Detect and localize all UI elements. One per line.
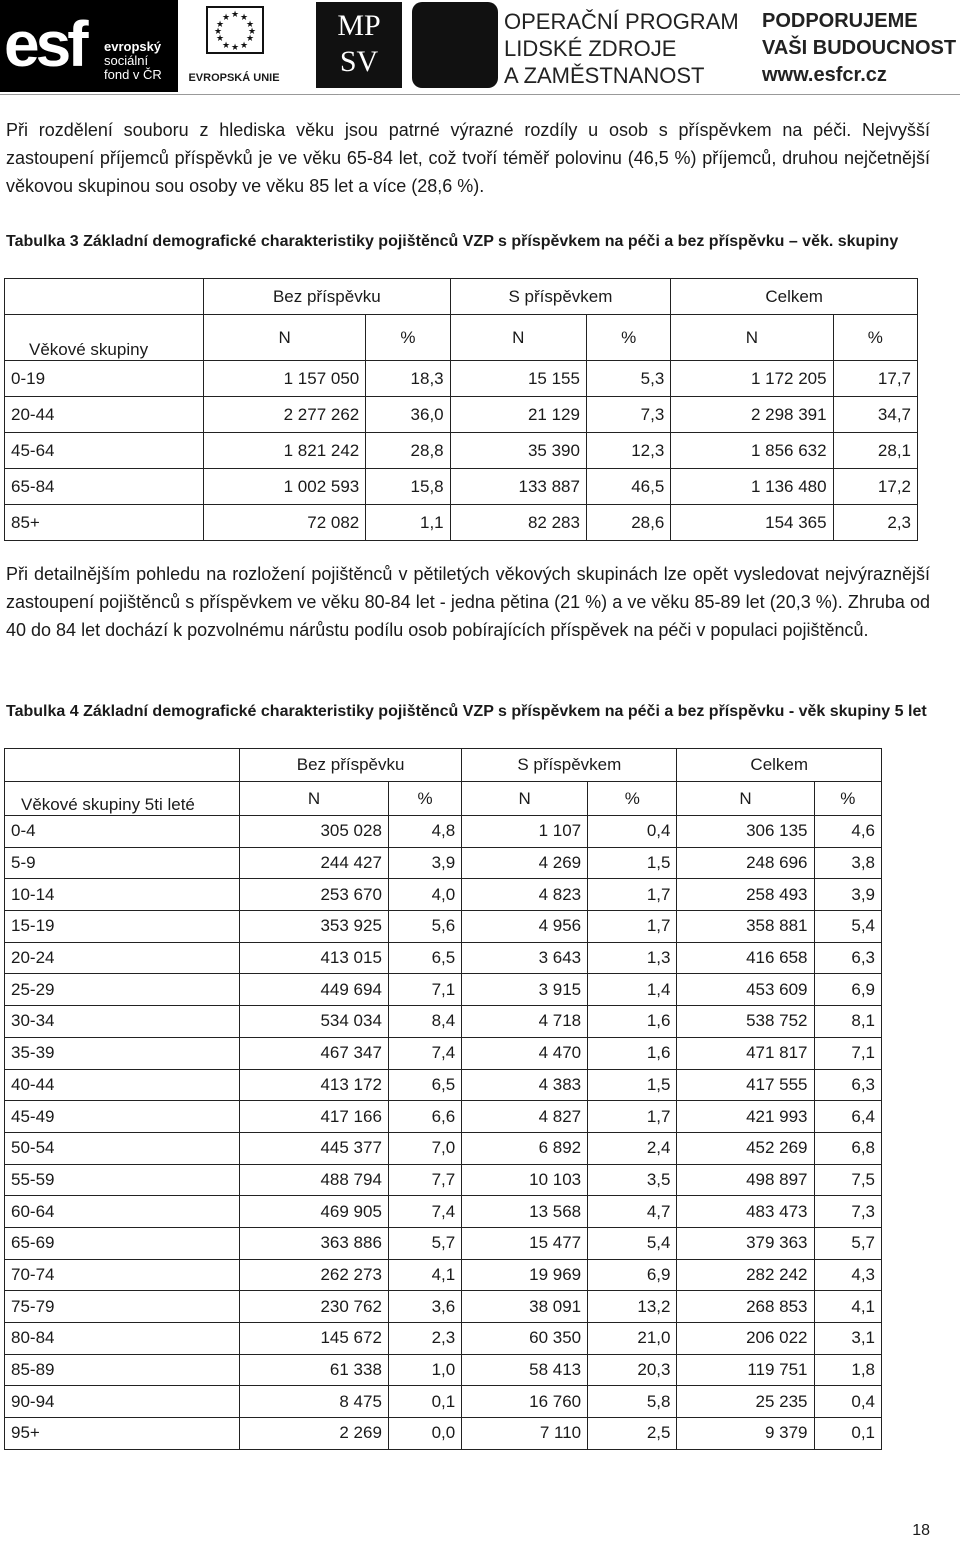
support-slogan (762, 8, 956, 89)
value-cell: 15 155 (450, 361, 586, 397)
age-group-cell: 15-19 (5, 911, 240, 943)
age-group-cell: 45-64 (5, 433, 204, 469)
value-cell: 416 658 (677, 942, 814, 974)
value-cell: 58 413 (462, 1354, 588, 1386)
table4-sub-header: % (388, 782, 461, 816)
value-cell: 72 082 (204, 505, 366, 541)
age-group-cell: 35-39 (5, 1037, 240, 1069)
value-cell: 13 568 (462, 1196, 588, 1228)
value-cell: 0,0 (388, 1418, 461, 1450)
svg-text:★: ★ (221, 40, 231, 50)
value-cell: 2,3 (833, 505, 917, 541)
table-row (5, 397, 918, 433)
table3-sub-header-row (5, 315, 918, 361)
value-cell: 248 696 (677, 847, 814, 879)
value-cell: 4 827 (462, 1101, 588, 1133)
value-cell: 9 379 (677, 1418, 814, 1450)
value-cell: 4,1 (814, 1291, 881, 1323)
svg-text:★: ★ (230, 9, 240, 19)
support-line-2: VAŠI BUDOUCNOST (762, 37, 957, 59)
value-cell: 262 273 (240, 1259, 389, 1291)
svg-text:★: ★ (239, 12, 249, 22)
value-cell: 1 821 242 (204, 433, 366, 469)
age-group-cell: 20-44 (5, 397, 204, 433)
value-cell: 4,3 (814, 1259, 881, 1291)
value-cell: 469 905 (240, 1196, 389, 1228)
value-cell: 13,2 (588, 1291, 677, 1323)
value-cell: 6,6 (388, 1101, 461, 1133)
value-cell: 363 886 (240, 1227, 389, 1259)
value-cell: 483 473 (677, 1196, 814, 1228)
value-cell: 534 034 (240, 1006, 389, 1038)
age-group-cell: 5-9 (5, 847, 240, 879)
value-cell: 4 823 (462, 879, 588, 911)
table4-group-header: Bez příspěvku (240, 749, 462, 782)
value-cell: 28,8 (366, 433, 450, 469)
svg-text:★: ★ (239, 40, 249, 50)
op-line-1: OPERAČNÍ PROGRAM (504, 9, 739, 34)
value-cell: 21 129 (450, 397, 586, 433)
value-cell: 4,0 (388, 879, 461, 911)
value-cell: 15 477 (462, 1227, 588, 1259)
value-cell: 1 172 205 (671, 361, 833, 397)
age-group-cell: 75-79 (5, 1291, 240, 1323)
value-cell: 3,9 (814, 879, 881, 911)
mpsv-line-1: MP (337, 9, 381, 42)
table3-caption: Tabulka 3 Základní demografické charakteristiky pojištěnců VZP s příspěvkem na péči a bez příspěvku – věk. skupiny (6, 233, 899, 250)
value-cell: 4,6 (814, 816, 881, 848)
value-cell: 6,9 (814, 974, 881, 1006)
value-cell: 4,8 (388, 816, 461, 848)
value-cell: 6,3 (814, 942, 881, 974)
value-cell: 21,0 (588, 1323, 677, 1355)
esf-line-1: evropský (104, 39, 162, 54)
value-cell: 6,8 (814, 1132, 881, 1164)
paragraph-intro: Při rozdělení souboru z hlediska věku jsou patrné výrazné rozdíly u osob s příspěvkem na péči. Nejvyšší zastoupení příjemců příspěvků je ve věku 65-84 let, což tvoří téměř polovinu (46,5 %) příjemců, druhou nejčetnější věkovou skupinou sou osoby ve věku 85 let a více (28,6 %). (6, 120, 930, 196)
value-cell: 0,4 (814, 1386, 881, 1418)
value-cell: 4 956 (462, 911, 588, 943)
value-cell: 2,3 (388, 1323, 461, 1355)
table3-row-header: Věkové skupiny (5, 315, 204, 361)
value-cell: 7,4 (388, 1037, 461, 1069)
svg-text:★: ★ (247, 26, 257, 36)
table4-caption: Tabulka 4 Základní demografické charakteristiky pojištěnců VZP s příspěvkem na péči a bez příspěvku - věk skupiny 5 let (6, 703, 927, 720)
table3-sub-header: N (204, 315, 366, 361)
value-cell: 2 277 262 (204, 397, 366, 433)
value-cell: 258 493 (677, 879, 814, 911)
value-cell: 353 925 (240, 911, 389, 943)
value-cell: 3,9 (388, 847, 461, 879)
value-cell: 1,7 (588, 1101, 677, 1133)
age-group-cell: 85-89 (5, 1354, 240, 1386)
value-cell: 154 365 (671, 505, 833, 541)
age-group-cell: 30-34 (5, 1006, 240, 1038)
value-cell: 28,6 (586, 505, 670, 541)
value-cell: 7,0 (388, 1132, 461, 1164)
table-row (5, 847, 882, 879)
table3-sub-header: N (450, 315, 586, 361)
svg-text:★: ★ (230, 42, 240, 52)
svg-text:★: ★ (245, 33, 255, 43)
value-cell: 3,1 (814, 1323, 881, 1355)
age-group-cell: 0-4 (5, 816, 240, 848)
age-group-cell: 45-49 (5, 1101, 240, 1133)
value-cell: 0,1 (388, 1386, 461, 1418)
table-row (5, 361, 918, 397)
value-cell: 421 993 (677, 1101, 814, 1133)
value-cell: 0,4 (588, 816, 677, 848)
table-row (5, 879, 882, 911)
table-row (5, 1101, 882, 1133)
value-cell: 12,3 (586, 433, 670, 469)
value-cell: 4,1 (388, 1259, 461, 1291)
value-cell: 8,4 (388, 1006, 461, 1038)
table-row (5, 1291, 882, 1323)
value-cell: 6,4 (814, 1101, 881, 1133)
value-cell: 0,1 (814, 1418, 881, 1450)
value-cell: 1,5 (588, 847, 677, 879)
svg-text:★: ★ (215, 19, 225, 29)
table4-group-header: Celkem (677, 749, 882, 782)
value-cell: 467 347 (240, 1037, 389, 1069)
table-row (5, 816, 882, 848)
value-cell: 6,3 (814, 1069, 881, 1101)
value-cell: 1,5 (588, 1069, 677, 1101)
value-cell: 119 751 (677, 1354, 814, 1386)
support-url: www.esfcr.cz (762, 64, 887, 86)
table-row (5, 1323, 882, 1355)
eu-flag-icon (206, 6, 264, 54)
age-group-cell: 40-44 (5, 1069, 240, 1101)
table3-group-header: S příspěvkem (450, 279, 671, 315)
value-cell: 2,4 (588, 1132, 677, 1164)
table4-sub-header: % (588, 782, 677, 816)
esf-line-3: fond v ČR (104, 67, 162, 82)
value-cell: 306 135 (677, 816, 814, 848)
value-cell: 20,3 (588, 1354, 677, 1386)
value-cell: 5,8 (588, 1386, 677, 1418)
table4-group-header: S příspěvkem (462, 749, 677, 782)
value-cell: 1 157 050 (204, 361, 366, 397)
value-cell: 7,7 (388, 1164, 461, 1196)
value-cell: 1,6 (588, 1006, 677, 1038)
value-cell: 6,9 (588, 1259, 677, 1291)
value-cell: 7,1 (814, 1037, 881, 1069)
value-cell: 25 235 (677, 1386, 814, 1418)
value-cell: 244 427 (240, 847, 389, 879)
age-group-cell: 85+ (5, 505, 204, 541)
value-cell: 305 028 (240, 816, 389, 848)
mpsv-line-2: SV (339, 45, 379, 78)
value-cell: 7,3 (814, 1196, 881, 1228)
svg-text:★: ★ (221, 12, 231, 22)
table4-corner-cell (5, 749, 240, 782)
table-row (5, 1259, 882, 1291)
age-group-cell: 20-24 (5, 942, 240, 974)
value-cell: 1 002 593 (204, 469, 366, 505)
age-group-cell: 65-69 (5, 1227, 240, 1259)
header-divider (0, 94, 960, 95)
value-cell: 8,1 (814, 1006, 881, 1038)
value-cell: 413 172 (240, 1069, 389, 1101)
value-cell: 28,1 (833, 433, 917, 469)
table3-sub-header: % (586, 315, 670, 361)
table-row (5, 1386, 882, 1418)
table4-sub-header: N (240, 782, 389, 816)
age-group-cell: 80-84 (5, 1323, 240, 1355)
value-cell: 38 091 (462, 1291, 588, 1323)
value-cell: 4 718 (462, 1006, 588, 1038)
age-group-cell: 25-29 (5, 974, 240, 1006)
value-cell: 1 107 (462, 816, 588, 848)
table4-sub-header: N (462, 782, 588, 816)
value-cell: 4 470 (462, 1037, 588, 1069)
value-cell: 8 475 (240, 1386, 389, 1418)
value-cell: 6,5 (388, 1069, 461, 1101)
value-cell: 5,4 (814, 911, 881, 943)
value-cell: 3,6 (388, 1291, 461, 1323)
value-cell: 1,4 (588, 974, 677, 1006)
value-cell: 445 377 (240, 1132, 389, 1164)
value-cell: 2,5 (588, 1418, 677, 1450)
table-row (5, 433, 918, 469)
value-cell: 5,7 (388, 1227, 461, 1259)
value-cell: 34,7 (833, 397, 917, 433)
age-group-cell: 0-19 (5, 361, 204, 397)
value-cell: 4,7 (588, 1196, 677, 1228)
table-row (5, 1418, 882, 1450)
table4-sub-header-row (5, 782, 882, 816)
value-cell: 358 881 (677, 911, 814, 943)
age-group-cell: 65-84 (5, 469, 204, 505)
table-row (5, 1164, 882, 1196)
value-cell: 16 760 (462, 1386, 588, 1418)
table-row (5, 1037, 882, 1069)
support-line-1: PODPORUJEME (762, 10, 918, 32)
value-cell: 206 022 (677, 1323, 814, 1355)
table-row (5, 469, 918, 505)
value-cell: 1,8 (814, 1354, 881, 1386)
logo-header (0, 0, 960, 95)
table4-group-header-row (5, 749, 882, 782)
value-cell: 17,7 (833, 361, 917, 397)
table4-sub-header: N (677, 782, 814, 816)
table3 (4, 278, 918, 541)
op-program-title (504, 8, 739, 89)
table4 (4, 748, 882, 1450)
table4-row-header: Věkové skupiny 5ti leté (5, 782, 240, 816)
value-cell: 133 887 (450, 469, 586, 505)
value-cell: 413 015 (240, 942, 389, 974)
value-cell: 2 269 (240, 1418, 389, 1450)
value-cell: 10 103 (462, 1164, 588, 1196)
value-cell: 1 856 632 (671, 433, 833, 469)
table-row (5, 1227, 882, 1259)
value-cell: 449 694 (240, 974, 389, 1006)
value-cell: 7,5 (814, 1164, 881, 1196)
value-cell: 5,4 (588, 1227, 677, 1259)
esf-logo (0, 0, 178, 92)
svg-text:★: ★ (215, 33, 225, 43)
age-group-cell: 70-74 (5, 1259, 240, 1291)
table-row (5, 974, 882, 1006)
table3-corner-cell (5, 279, 204, 315)
table3-group-header: Bez příspěvku (204, 279, 451, 315)
age-group-cell: 55-59 (5, 1164, 240, 1196)
value-cell: 19 969 (462, 1259, 588, 1291)
esf-line-2: sociální (104, 53, 149, 68)
age-group-cell: 50-54 (5, 1132, 240, 1164)
value-cell: 3,8 (814, 847, 881, 879)
value-cell: 417 555 (677, 1069, 814, 1101)
value-cell: 82 283 (450, 505, 586, 541)
table-row (5, 1132, 882, 1164)
value-cell: 230 762 (240, 1291, 389, 1323)
value-cell: 46,5 (586, 469, 670, 505)
value-cell: 417 166 (240, 1101, 389, 1133)
puzzle-icon (412, 2, 498, 88)
paragraph-detail: Při detailnějším pohledu na rozložení pojištěnců v pětiletých věkových skupinách lze opět vysledovat nejvýraznější zastoupení pojištěnců s příspěvkem ve věku 80-84 let - jedna pětina (21 %) a ve věku 85-89 let (20,3 %). Zhruba od 40 do 84 let dochází k pozvolnému nárůstu podílu osob pobírajících příspěvek na péči v populaci pojištěnců. (6, 564, 930, 640)
value-cell: 35 390 (450, 433, 586, 469)
eu-logo (182, 0, 286, 92)
value-cell: 3 915 (462, 974, 588, 1006)
value-cell: 7,1 (388, 974, 461, 1006)
value-cell: 17,2 (833, 469, 917, 505)
value-cell: 18,3 (366, 361, 450, 397)
value-cell: 498 897 (677, 1164, 814, 1196)
value-cell: 452 269 (677, 1132, 814, 1164)
value-cell: 60 350 (462, 1323, 588, 1355)
value-cell: 15,8 (366, 469, 450, 505)
value-cell: 1,0 (388, 1354, 461, 1386)
value-cell: 4 269 (462, 847, 588, 879)
table-row (5, 942, 882, 974)
table-row (5, 1006, 882, 1038)
value-cell: 7,4 (388, 1196, 461, 1228)
value-cell: 538 752 (677, 1006, 814, 1038)
page-number: 18 (912, 1522, 930, 1539)
value-cell: 7,3 (586, 397, 670, 433)
table3-sub-header: % (833, 315, 917, 361)
value-cell: 1,3 (588, 942, 677, 974)
table-row (5, 1069, 882, 1101)
value-cell: 1,6 (588, 1037, 677, 1069)
table3-sub-header: N (671, 315, 833, 361)
table-row (5, 911, 882, 943)
value-cell: 1,1 (366, 505, 450, 541)
value-cell: 61 338 (240, 1354, 389, 1386)
value-cell: 36,0 (366, 397, 450, 433)
value-cell: 6 892 (462, 1132, 588, 1164)
age-group-cell: 10-14 (5, 879, 240, 911)
value-cell: 253 670 (240, 879, 389, 911)
op-line-3: A ZAMĚSTNANOST (504, 63, 705, 88)
age-group-cell: 90-94 (5, 1386, 240, 1418)
table3-sub-header: % (366, 315, 450, 361)
eu-label: EVROPSKÁ UNIE (188, 72, 280, 84)
table3-group-header: Celkem (671, 279, 918, 315)
mpsv-logo (316, 2, 402, 88)
value-cell: 1,7 (588, 911, 677, 943)
value-cell: 453 609 (677, 974, 814, 1006)
value-cell: 1,7 (588, 879, 677, 911)
op-line-2: LIDSKÉ ZDROJE (504, 36, 677, 61)
value-cell: 5,7 (814, 1227, 881, 1259)
table3-group-header-row (5, 279, 918, 315)
value-cell: 145 672 (240, 1323, 389, 1355)
value-cell: 282 242 (677, 1259, 814, 1291)
table-row (5, 505, 918, 541)
age-group-cell: 95+ (5, 1418, 240, 1450)
value-cell: 7 110 (462, 1418, 588, 1450)
esf-logo-text: esf (4, 8, 85, 80)
value-cell: 6,5 (388, 942, 461, 974)
value-cell: 4 383 (462, 1069, 588, 1101)
table-row (5, 1354, 882, 1386)
value-cell: 3 643 (462, 942, 588, 974)
value-cell: 5,3 (586, 361, 670, 397)
value-cell: 268 853 (677, 1291, 814, 1323)
svg-text:★: ★ (213, 26, 223, 36)
value-cell: 379 363 (677, 1227, 814, 1259)
value-cell: 2 298 391 (671, 397, 833, 433)
value-cell: 1 136 480 (671, 469, 833, 505)
table-row (5, 1196, 882, 1228)
svg-text:★: ★ (245, 19, 255, 29)
age-group-cell: 60-64 (5, 1196, 240, 1228)
value-cell: 5,6 (388, 911, 461, 943)
esf-logo-caption (104, 40, 162, 82)
table4-sub-header: % (814, 782, 881, 816)
value-cell: 471 817 (677, 1037, 814, 1069)
value-cell: 3,5 (588, 1164, 677, 1196)
value-cell: 488 794 (240, 1164, 389, 1196)
